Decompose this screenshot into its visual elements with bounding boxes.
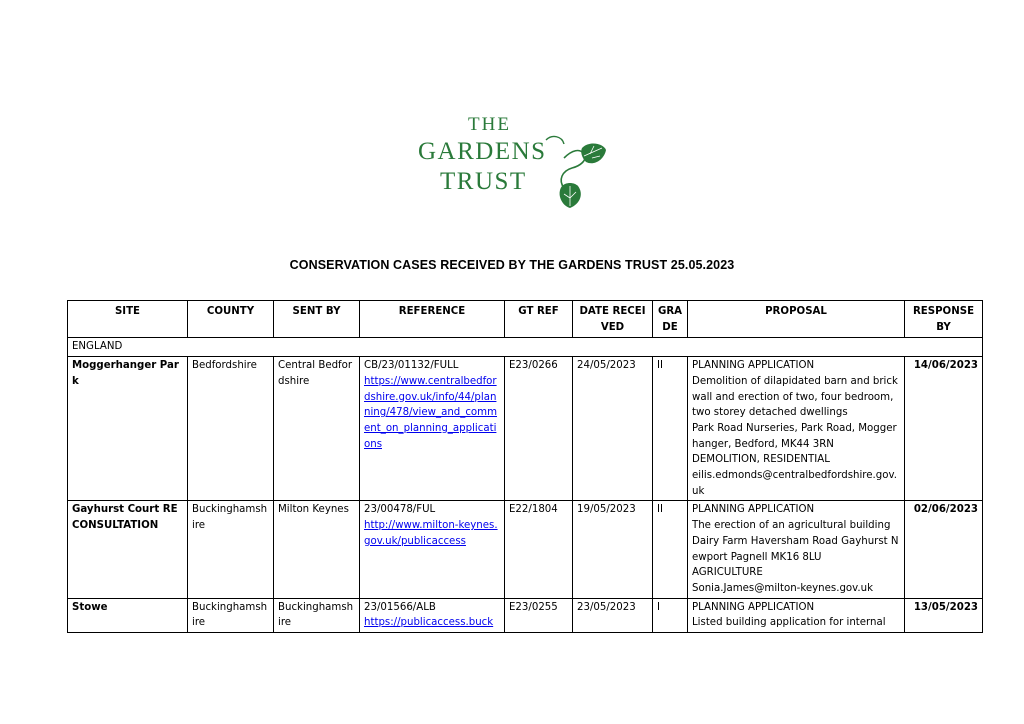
cell-reference	[360, 501, 505, 598]
cell-gt-ref: E23/0266	[505, 357, 573, 501]
reference-link[interactable]: http://www.milton-keynes.gov.uk/publicaccess	[364, 520, 498, 547]
proposal-line: The erection of an agricultural building	[692, 520, 891, 532]
proposal-email: eilis.edmonds@centralbedfordshire.gov.uk	[692, 470, 897, 497]
cell-site: Gayhurst Court RECONSULTATION	[68, 501, 188, 598]
header-grade: GRADE	[653, 301, 688, 338]
proposal-line: DEMOLITION, RESIDENTIAL	[692, 454, 830, 466]
header-proposal: PROPOSAL	[688, 301, 905, 338]
proposal-line: Park Road Nurseries, Park Road, Moggerhanger, Bedford, MK44 3RN	[692, 422, 897, 450]
cell-county: Bedfordshire	[188, 357, 274, 501]
header-response-by: RESPONSE BY	[905, 301, 983, 338]
gardens-trust-logo	[412, 110, 612, 210]
table-header-row	[68, 301, 983, 338]
cell-site: Stowe	[68, 598, 188, 632]
cell-gt-ref: E23/0255	[505, 598, 573, 632]
header-sent-by: SENT BY	[274, 301, 360, 338]
region-label: ENGLAND	[68, 338, 983, 357]
proposal-line: Dairy Farm Haversham Road Gayhurst Newport Pagnell MK16 8LU	[692, 535, 899, 563]
logo-line-1: THE	[468, 114, 511, 135]
reference-code: CB/23/01132/FULL	[364, 360, 459, 372]
cell-reference	[360, 598, 505, 632]
reference-code: 23/01566/ALB	[364, 601, 436, 613]
cell-county: Buckinghamshire	[188, 598, 274, 632]
cell-county: Buckinghamshire	[188, 501, 274, 598]
cell-date-received: 24/05/2023	[573, 357, 653, 501]
cell-proposal	[688, 501, 905, 598]
header-site: SITE	[68, 301, 188, 338]
cell-response-by: 02/06/2023	[905, 501, 983, 598]
cell-proposal	[688, 357, 905, 501]
header-reference: REFERENCE	[360, 301, 505, 338]
cell-sent-by: Milton Keynes	[274, 501, 360, 598]
region-row	[68, 338, 983, 357]
proposal-line: Listed building application for internal	[692, 617, 886, 629]
proposal-line: AGRICULTURE	[692, 567, 763, 579]
leaf-icon	[412, 110, 612, 210]
reference-code: 23/00478/FUL	[364, 504, 436, 516]
cell-grade: II	[653, 501, 688, 598]
header-gt-ref: GT REF	[505, 301, 573, 338]
proposal-line: PLANNING APPLICATION	[692, 360, 815, 372]
logo-line-2: GARDENS	[418, 138, 547, 165]
proposal-email: Sonia.James@milton-keynes.gov.uk	[692, 582, 873, 594]
cell-proposal	[688, 598, 905, 632]
cell-grade: II	[653, 357, 688, 501]
cell-response-by: 14/06/2023	[905, 357, 983, 501]
cell-date-received: 23/05/2023	[573, 598, 653, 632]
proposal-line: PLANNING APPLICATION	[692, 504, 815, 516]
logo-line-3: TRUST	[440, 168, 527, 195]
cell-site: Moggerhanger Park	[68, 357, 188, 501]
proposal-line: PLANNING APPLICATION	[692, 601, 815, 613]
reference-link[interactable]: https://publicaccess.buck	[364, 617, 494, 629]
cell-response-by: 13/05/2023	[905, 598, 983, 632]
table-row	[68, 501, 983, 598]
header-county: COUNTY	[188, 301, 274, 338]
document-title: CONSERVATION CASES RECEIVED BY THE GARDENS TRUST 25.05.2023	[289, 258, 735, 272]
cell-gt-ref: E22/1804	[505, 501, 573, 598]
cell-reference	[360, 357, 505, 501]
header-date-received: DATE RECEIVED	[573, 301, 653, 338]
cell-grade: I	[653, 598, 688, 632]
proposal-line: Demolition of dilapidated barn and brick wall and erection of two, four bedroom, two storey detached dwellings	[692, 375, 898, 419]
table-row	[68, 598, 983, 632]
conservation-cases-table	[67, 300, 983, 633]
cell-sent-by: Buckinghamshire	[274, 598, 360, 632]
reference-link[interactable]: https://www.centralbedfordshire.gov.uk/info/44/planning/478/view_and_comment_on_planning_applications	[364, 375, 498, 450]
cell-date-received: 19/05/2023	[573, 501, 653, 598]
cell-sent-by: Central Bedfordshire	[274, 357, 360, 501]
table-row	[68, 357, 983, 501]
